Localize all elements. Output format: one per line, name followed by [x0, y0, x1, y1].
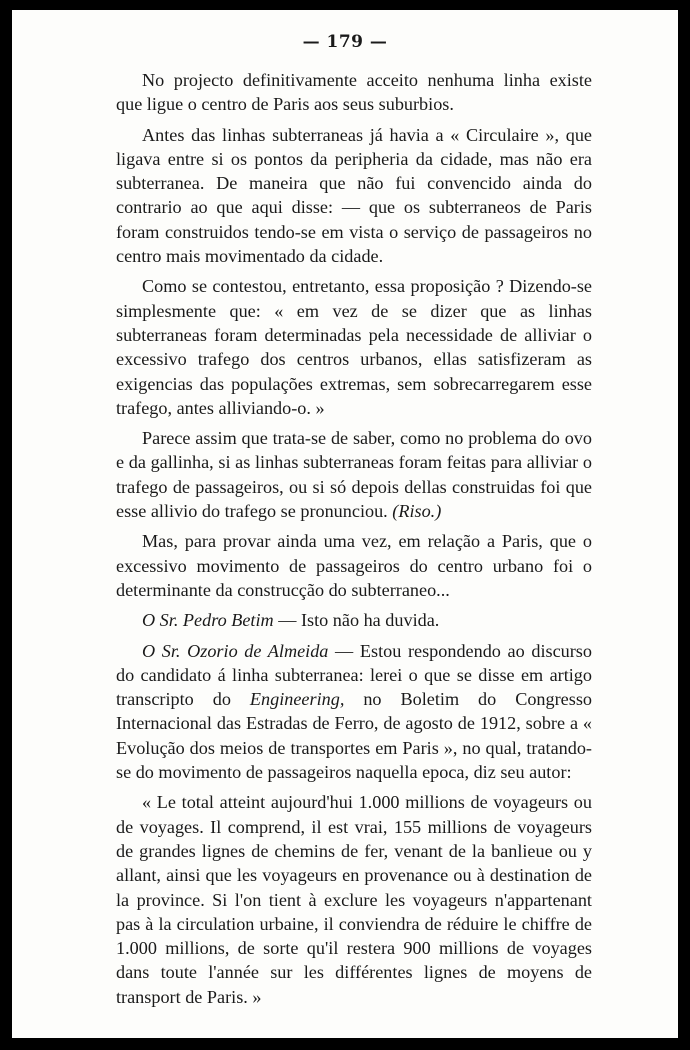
publication-title: Engineering,: [249, 689, 345, 710]
paragraph-4: [116, 426, 592, 523]
paragraph-1: [116, 68, 592, 117]
laughter-note: (Riso.): [392, 501, 442, 522]
speaker-name: O Sr. Ozorio de Almeida: [142, 640, 329, 661]
speech-text: — Estou respondendo ao discurso do candidato á linha subterranea: lerei o que se disse em artigo transcripto do: [116, 640, 592, 710]
paragraph-text: No projecto definitivamente acceito nenhuma linha existe que ligue o centro de Paris aos seus suburbios.: [116, 70, 592, 115]
paragraph-text: Parece assim que trata-se de saber, como no problema do ovo e da gallinha, si as linhas subterraneas foram feitas para alliviar o trafego de passageiros, ou si só depois dellas construidas foi que esse allivio do trafego se pronunciou.: [116, 428, 592, 522]
speech-pedro-betim: [116, 608, 592, 632]
speech-ozorio-de-almeida: [116, 639, 592, 785]
quotation-text: « Le total atteint aujourd'hui 1.000 millions de voyageurs ou de voyages. Il comprend, il est vrai, 155 millions de voyageurs de grandes lignes de chemins de fer, venant de la banlieue ou y allant, ainsi que les voyageurs en provenance ou à destination de la province. Si l'on tient à exclure les voyageurs n'appartenant pas à la circulation urbaine, il conviendra de réduire le chiffre de 1.000 millions, de sorte qu'il restera 900 millions de voyages dans toute l'année sur les différentes lignes de moyens de transport de Paris. »: [116, 792, 592, 1007]
page-number: — 179 —: [302, 32, 388, 52]
paragraph-3: [116, 274, 592, 420]
paragraph-text: Antes das linhas subterraneas já havia a « Circulaire », que ligava entre si os pontos da peripheria da cidade, mas não era subterranea. De maneira que não fui convencido ainda do contrario ao que aqui disse: — que os subterraneos de Paris foram construidos tendo-se em vista o serviço de passageiros no centro mais movimentado da cidade.: [116, 124, 592, 267]
french-quotation: [116, 790, 592, 1009]
document-page: [12, 10, 678, 1038]
paragraph-5: [116, 529, 592, 602]
speaker-name: O Sr. Pedro Betim: [142, 610, 274, 631]
paragraph-text: Mas, para provar ainda uma vez, em relação a Paris, que o excessivo movimento de passageiros do centro urbano foi o determinante da construcção do subterraneo...: [116, 531, 592, 600]
speech-text: — Isto não ha duvida.: [273, 610, 440, 631]
paragraph-2: [116, 123, 592, 269]
paragraph-text: Como se contestou, entretanto, essa proposição ? Dizendo-se simplesmente que: « em vez de se dizer que as linhas subterraneas foram determinadas pela necessidade de alliviar o excessivo trafego dos centros urbanos, ellas satisfizeram as exigencias das populações extremas, sem sobrecarregarem esse trafego, antes alliviando-o. »: [116, 276, 592, 418]
speech-text: no Boletim do Congresso Internacional das Estradas de Ferro, de agosto de 1912, sobre a « Evolução dos meios de transportes em Paris », no qual, tratando-se do movimento de passageiros naquella epoca, diz seu autor:: [116, 689, 592, 783]
body-text: [116, 68, 592, 1015]
